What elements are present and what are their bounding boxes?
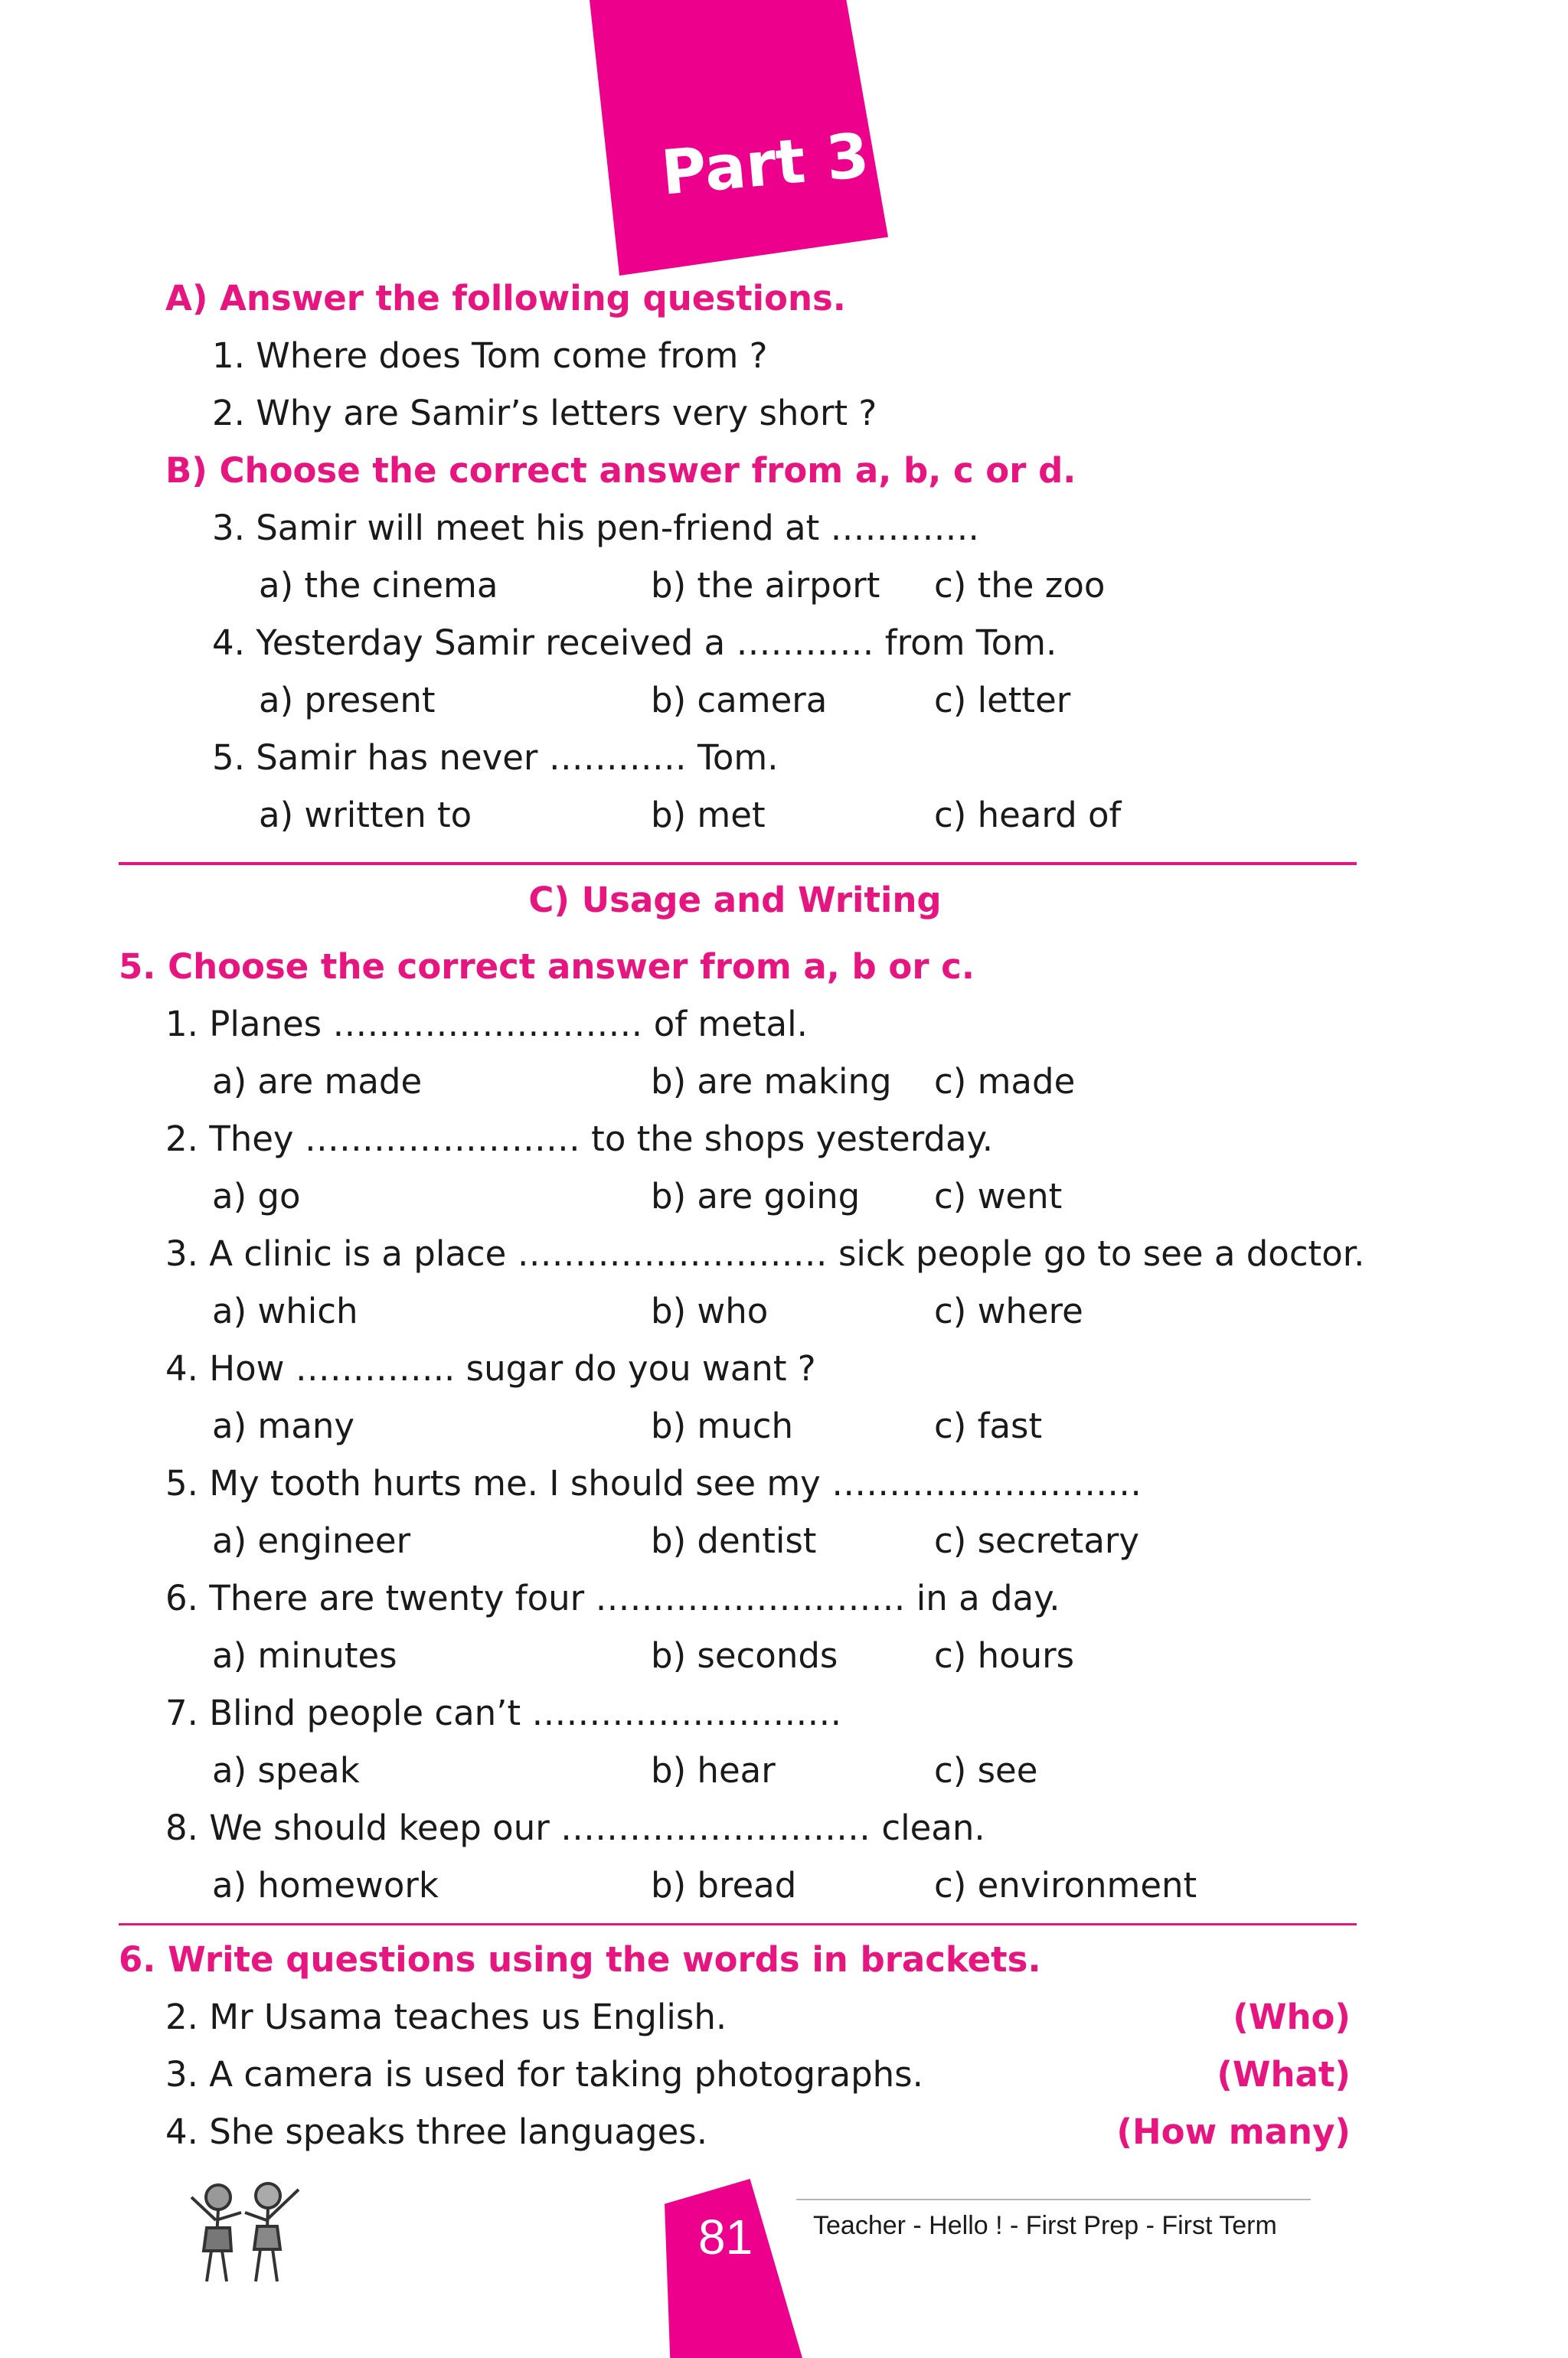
option: b) seconds	[651, 1635, 838, 1676]
option: a) engineer	[212, 1520, 411, 1561]
option: a) speak	[212, 1750, 360, 1791]
section-divider	[119, 862, 1357, 865]
section-c-heading: C) Usage and Writing	[528, 880, 942, 920]
question: 5. Samir has never ………… Tom.	[212, 737, 779, 778]
option: c) see	[934, 1750, 1038, 1791]
option: b) dentist	[651, 1520, 817, 1561]
option: b) who	[651, 1291, 769, 1331]
question: 3. A clinic is a place ……………………… sick people go to see a doctor.	[165, 1233, 1365, 1274]
page-number: 81	[698, 2209, 753, 2265]
question: 1. Where does Tom come from ?	[212, 335, 768, 376]
part-title: Part 3	[658, 119, 872, 209]
question: 4. Yesterday Samir received a ………… from Tom.	[212, 622, 1057, 663]
footer-text: Teacher - Hello ! - First Prep - First Term	[813, 2211, 1277, 2240]
bracket-hint: (How many)	[1116, 2111, 1351, 2152]
option: c) letter	[934, 680, 1071, 720]
question: 5. My tooth hurts me. I should see my ………………………	[165, 1463, 1142, 1504]
option: b) are making	[651, 1061, 892, 1102]
bracket-hint: (Who)	[1233, 1997, 1351, 2037]
option: b) met	[651, 795, 766, 835]
option: c) the zoo	[934, 565, 1106, 606]
option: c) heard of	[934, 795, 1122, 835]
question: 3. A camera is used for taking photographs.	[165, 2054, 923, 2095]
option: a) are made	[212, 1061, 423, 1102]
page-number-tab	[665, 2179, 802, 2358]
exercise-5-heading: 5. Choose the correct answer from a, b or c.	[119, 946, 975, 987]
option: b) camera	[651, 680, 828, 720]
option: c) environment	[934, 1865, 1197, 1906]
question: 8. We should keep our ……………………… clean.	[165, 1808, 985, 1848]
question: 2. They …………………… to the shops yesterday.	[165, 1119, 994, 1159]
question: 2. Why are Samir’s letters very short ?	[212, 393, 877, 433]
option: a) go	[212, 1176, 301, 1217]
option: a) homework	[212, 1865, 439, 1906]
option: b) the airport	[651, 565, 880, 606]
exercise-6-heading: 6. Write questions using the words in brackets.	[119, 1939, 1041, 1980]
option: c) where	[934, 1291, 1083, 1331]
option: a) many	[212, 1406, 354, 1446]
option: c) hours	[934, 1635, 1075, 1676]
option: c) fast	[934, 1406, 1043, 1446]
section-b-heading: B) Choose the correct answer from a, b, c or d.	[165, 450, 1076, 491]
section-divider	[119, 1923, 1357, 1925]
option: c) secretary	[934, 1520, 1140, 1561]
question: 4. How ………….. sugar do you want ?	[165, 1348, 816, 1389]
option: b) bread	[651, 1865, 797, 1906]
option: b) hear	[651, 1750, 776, 1791]
question: 4. She speaks three languages.	[165, 2111, 708, 2152]
option: a) the cinema	[259, 565, 498, 606]
question: 7. Blind people can’t ………………………	[165, 1693, 842, 1733]
option: c) made	[934, 1061, 1076, 1102]
option: a) minutes	[212, 1635, 397, 1676]
option: b) are going	[651, 1176, 861, 1217]
children-illustration	[176, 2174, 314, 2289]
question: 2. Mr Usama teaches us English.	[165, 1997, 727, 2037]
bracket-hint: (What)	[1217, 2054, 1351, 2095]
option: a) written to	[259, 795, 472, 835]
option: b) much	[651, 1406, 794, 1446]
question: 1. Planes ……………………… of metal.	[165, 1004, 808, 1044]
option: a) which	[212, 1291, 358, 1331]
footer-rule	[796, 2199, 1311, 2200]
question: 3. Samir will meet his pen-friend at ………….	[212, 508, 979, 548]
section-a-heading: A) Answer the following questions.	[165, 278, 846, 318]
question: 6. There are twenty four ……………………… in a day.	[165, 1578, 1060, 1618]
option: c) went	[934, 1176, 1063, 1217]
option: a) present	[259, 680, 436, 720]
